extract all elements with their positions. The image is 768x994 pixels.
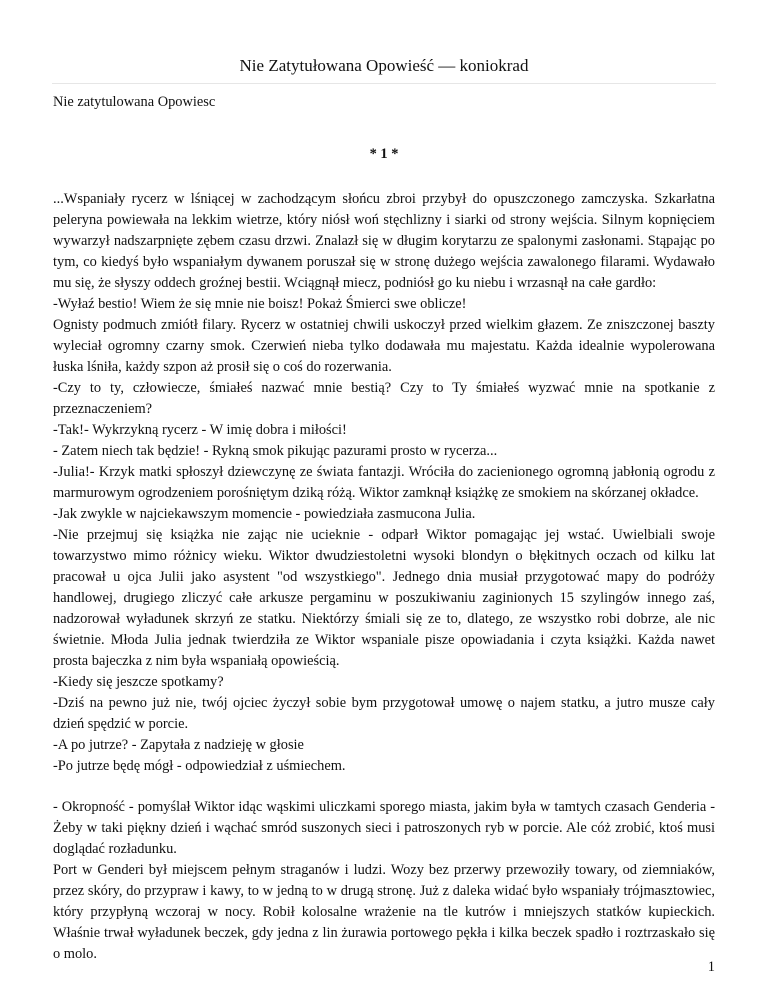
paragraph: - Okropność - pomyślał Wiktor idąc wąskimi uliczkami sporego miasta, jakim była w tamtych czasach Genderia - Żeby w taki piękny dzień i wąchać smród suszonych sieci i patroszonych ryb w porcie. Ale cóż zrobić, ktoś musi doglądać rozładunku. bbox=[53, 799, 715, 857]
header-divider bbox=[52, 83, 716, 84]
paragraph: -Wyłaź bestio! Wiem że się mnie nie boisz! Pokaż Śmierci swe oblicze! bbox=[53, 296, 467, 312]
paragraph: ...Wspaniały rycerz w lśniącej w zachodzącym słońcu zbroi przybył do opuszczonego zamczyska. Szkarłatna peleryna powiewała na lekkim wietrze, który niósł woń stęchlizny i siarki od strony wejścia. Silnym kopnięciem wywarzył nadszarpnięte zębem czasu drzwi. Znalazł się w długim korytarzu ze spalonymi zasłonami. Stąpając po tym, co kiedyś było wspaniałym dywanem poruszał się w stronę dużego wejścia zawalonego filarami. Wydawało mu się, że słyszy oddech groźnej bestii. Wciągnął miecz, podniósł go ku niebu i wrzasnął na całe gardło: bbox=[53, 191, 715, 291]
chapter-heading: * 1 * bbox=[369, 146, 399, 162]
page-title: Nie Zatytułowana Opowieść — koniokrad bbox=[239, 56, 529, 75]
paragraph: -Kiedy się jeszcze spotkamy? bbox=[53, 674, 224, 690]
page-number: 1 bbox=[707, 959, 715, 975]
paragraph: -Nie przejmuj się książka nie zając nie ucieknie - odparł Wiktor pomagając jej wstać. Uwielbiali swoje towarzystwo mimo różnicy wieku. Wiktor dwudziestoletni wysoki blondyn o błękitnych oczach od kilku lat pracował u ojca Julii jako asystent "od wszystkiego". Jednego dnia musiał przygotować mapy do podróży handlowej, drugiego zliczyć całe arkusze pergaminu w poszukiwaniu zaginionych 15 szylingów innego zaś, nadzorował wyładunek skrzyń ze statku. Niektórzy śmiali się ze to, dlatego, ze wszystko robi dobrze, ale nic świetnie. Młoda Julia jednak twierdziła ze Wiktor wspaniale pisze opowiadania i czyta książki. Każda nawet prosta bajeczka z nim była wspaniałą opowieścią. bbox=[53, 527, 715, 669]
paragraph: Ognisty podmuch zmiótł filary. Rycerz w ostatniej chwili uskoczył przed wielkim głazem. Ze zniszczonej baszty wyleciał ogromny czarny smok. Czerwień nieba tylko dodawała mu majestatu. Każda idealnie wypolerowana łuska lśniła, każdy szpon aż prosił się o coś do rozerwania. bbox=[53, 317, 715, 375]
paragraph: Port w Genderi był miejscem pełnym straganów i ludzi. Wozy bez przerwy przewoziły towary, od ziemniaków, przez skóry, do przypraw i kawy, to w jedną to w drugą stronę. Już z daleka widać było wspaniały trójmasztowiec, który przypłyną wczoraj w nocy. Robił kolosalne wrażenie na tle kutrów i mniejszych statków kupieckich. Właśnie trwał wyładunek beczek, gdy jedna z lin żurawia portowego pękła i kilka beczek spadło i roztrzaskało się o molo. bbox=[53, 862, 715, 962]
paragraph: -Jak zwykle w najciekawszym momencie - powiedziała zasmucona Julia. bbox=[53, 506, 476, 522]
paragraph: -Tak!- Wykrzykną rycerz - W imię dobra i miłości! bbox=[53, 422, 347, 438]
paragraph: -A po jutrze? - Zapytała z nadzieję w głosie bbox=[53, 737, 304, 753]
paragraph: -Julia!- Krzyk matki spłoszył dziewczynę ze świata fantazji. Wróciła do zacienionego ogromną jabłonią ogrodu z marmurowym ogrodzeniem porośniętym dziką różą. Wiktor zamknął książkę ze smokiem na skórzanej okładce. bbox=[53, 464, 715, 501]
paragraph: -Po jutrze będę mógł - odpowiedział z uśmiechem. bbox=[53, 758, 346, 774]
paragraph: -Dziś na pewno już nie, twój ojciec życzył sobie bym przygotował umowę o najem statku, a jutro musze cały dzień spędzić w porcie. bbox=[53, 695, 715, 732]
document-subtitle: Nie zatytulowana Opowiesc bbox=[53, 94, 216, 110]
paragraph: - Zatem niech tak będzie! - Rykną smok pikując pazurami prosto w rycerza... bbox=[53, 443, 498, 459]
document-body bbox=[53, 189, 715, 965]
paragraph: -Czy to ty, człowiecze, śmiałeś nazwać mnie bestią? Czy to Ty śmiałeś wyzwać mnie na spotkanie z przeznaczeniem? bbox=[53, 380, 715, 417]
